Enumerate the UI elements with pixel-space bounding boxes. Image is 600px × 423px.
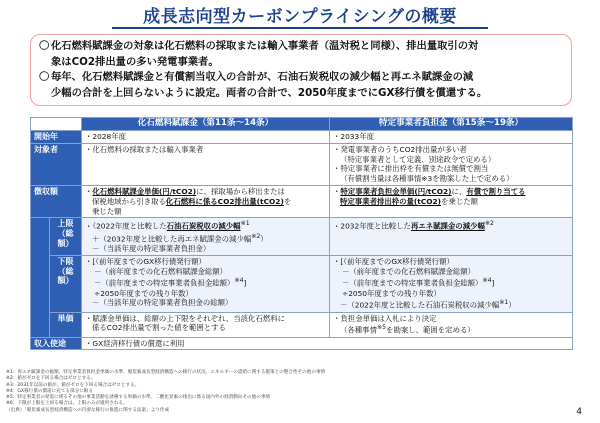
amount-fossil-text2: 保税地域から引き取る (92, 196, 166, 206)
table-row-floor (31, 255, 573, 312)
unit-operator-2: （各種事情 (340, 325, 377, 335)
floor-fossil-3: －（前年度までの特定事業者負担金総額） (94, 278, 235, 288)
floor-operator-3: －（前年度までの特定事業者負担金総額） (342, 278, 483, 288)
floor-operator-2: －（前年度までの化石燃料賦課金総額） (342, 266, 476, 276)
floor-fossil-4: ÷2050年度までの残り年数） (94, 288, 193, 298)
row-label-amount: 徴収額 (31, 185, 82, 217)
table-row-start (31, 131, 573, 144)
footnote: ※4：GX移行債の償還に充てる部分に限る (6, 388, 93, 394)
floor-operator-bracket: ] (491, 278, 495, 288)
cap-fossil-note2: ※2 (251, 232, 261, 240)
floor-operator-4: ÷2050年度までの残り年数） (342, 288, 441, 298)
summary-item-1-cont: 象はCO2排出量の多い発電事業者。 (51, 55, 219, 68)
page-number: 4 (576, 407, 582, 417)
floor-fossil-2: －（前年度までの化石燃料賦課金総額） (94, 266, 228, 276)
unit-fossil-1: ・ 賦課金単価は、総額の上下限をそれぞれ、当該化石燃料に (85, 314, 326, 324)
table-row-target (31, 143, 573, 185)
footnote: ※2：値がゼロを下回る場合はゼロとする。 (6, 376, 96, 382)
amount-fossil-unit: 化石燃料賦課金単価(円/tCO2) (92, 186, 197, 196)
row-spacer (31, 218, 50, 337)
summary-text-1a: 化石燃料賦課金の対象は化石燃料の採取または輸入事業者（温対税と同様）、排出量取引の対 (51, 40, 479, 52)
table-corner (31, 118, 82, 131)
floor-operator-1: ・ [（前年度までのGX移行債発行額） (333, 257, 569, 267)
use-text: ・ GX経済移行債の償還に利用 (85, 339, 185, 348)
amount-operator-text1: に、 (451, 186, 467, 196)
amount-operator-unit: 特定事業者負担金単価(円/tCO2) (340, 186, 452, 196)
column-header-fossil-levy: 化石燃料賦課金（第11条～14条） (82, 118, 330, 131)
amount-fossil-text4: 乗じた額 (92, 206, 122, 216)
title-underline (112, 27, 488, 29)
summary-text-2a: 毎年、化石燃料賦課金と有償割当収入の合計が、石油石炭税収の減少幅と再エネ賦課金の減 (51, 71, 474, 83)
target-operator-2: ・ 特定事業者に排出枠を有償または無償で割当 (333, 164, 569, 174)
cap-fossil-2b: ） (260, 234, 268, 244)
table-row-unit (31, 312, 573, 337)
circle-bullet-icon: 〇 (39, 40, 50, 52)
floor-operator-5: －（2022年度と比較した石油石炭税収の減少幅 (340, 300, 500, 310)
cap-fossil-3: －（当該年度の特定事業者負担金） (92, 243, 211, 253)
cap-fossil-1: （2022年度と比較した (92, 221, 167, 231)
amount-operator-paid: 有償で割り当てる (466, 186, 526, 196)
unit-fossil-2: 係るCO2排出量で割った値を範囲とする (92, 323, 226, 333)
target-operator-2b: （有償割当量は各種事情※3を勘案した上で定める） (340, 174, 514, 184)
unit-operator-1: ・ 負担金単価は入札により決定 (333, 314, 569, 324)
target-operator-1: ・ 発電事業者のうちCO2排出量が多い者 (333, 145, 569, 155)
floor-operator-note2: ※1 (499, 299, 509, 307)
row-label-use: 収入使途 (31, 337, 82, 350)
unit-operator-note: ※5 (376, 324, 387, 332)
start-fossil: ・ 2028年度 (85, 132, 126, 141)
summary-item-1 (39, 39, 563, 55)
summary-box (30, 34, 572, 106)
amount-operator-text2: を乗じた額 (441, 196, 479, 206)
floor-fossil-bracket: ] (243, 278, 247, 288)
amount-fossil-co2: 化石燃料に係るCO2排出量(tCO2) (165, 196, 284, 206)
footnote: ※5：特定事業者の発電に係るその他の事業活動を誘導する単価の水準、二酸化炭素の排出に係る国内外の経済動向その他の事情 (6, 395, 271, 401)
summary-item-2 (39, 70, 563, 86)
target-operator-1b: （特定事業者として定義、別途政令で定める） (340, 154, 496, 164)
overview-table (30, 117, 573, 350)
footnote: ※3：2031年以前の値が、値がゼロを下回る場合はゼロとする。 (6, 382, 140, 388)
floor-fossil-5: －（当該年度の特定事業者負担金の総額） (92, 298, 233, 308)
footnotes (6, 370, 566, 414)
circle-bullet-icon: 〇 (39, 71, 50, 83)
cap-operator-1: 2032年度と比較した (340, 221, 411, 231)
floor-operator-note: ※4 (482, 277, 492, 285)
start-operator: ・ 2033年度 (333, 132, 374, 141)
cap-operator-note: ※2 (484, 220, 494, 228)
cap-operator-renew: 再エネ賦課金の減少幅 (410, 221, 485, 231)
row-label-floor: 下限（総額） (50, 255, 82, 312)
amount-fossil-text3: を (283, 196, 292, 206)
cap-fossil-coal-tax: 石油石炭税収の減少幅 (166, 221, 241, 231)
floor-fossil-note: ※4 (234, 277, 244, 285)
amount-operator-quota: 特定事業者排出枠の量(tCO2) (340, 196, 442, 206)
floor-operator-5b: ） (508, 300, 516, 310)
table-row-amount (31, 185, 573, 217)
footnote: ※1：再エネ賦課金の総額、特定事業者負担金単価の水準、脱炭素成長型経済構造への移行の状況、エネルギーの需給に関する施策との整合性その他の事情 (6, 370, 326, 375)
table-row-use (31, 337, 573, 350)
page-title: 成長志向型カーボンプライシングの概要 (143, 7, 457, 27)
amount-fossil-text1: に、採取場から移出または (196, 186, 285, 196)
footnote: ※6：下限が上限を上回る場合は、上限のみが適用される。 (6, 401, 128, 407)
target-fossil: ・ 化石燃料の採取または輸入事業者 (85, 145, 203, 154)
unit-operator-3: を勘案し、範囲を定める） (386, 325, 475, 335)
table-row-cap (31, 218, 573, 255)
footnote: （出典）「脱炭素成長型経済構造への円滑な移行の推進に関する法案」より作成 (6, 407, 170, 413)
floor-fossil-1: ・ [（前年度までのGX移行債発行額） (85, 257, 326, 267)
row-label-cap: 上限（総額） (50, 218, 82, 255)
cap-fossil-2: ＋（2032年度と比較した再エネ賦課金の減少幅 (92, 234, 252, 244)
row-label-start: 開始年 (31, 131, 82, 144)
cap-fossil-note1: ※1 (240, 220, 250, 228)
column-header-operator-charge: 特定事業者負担金（第15条～19条） (330, 118, 573, 131)
summary-item-2-cont: 少幅の合計を上回らないように設定。両者の合計で、2050年度までにGX移行債を償還する。 (51, 86, 488, 99)
row-label-unit: 単価 (50, 312, 82, 337)
row-label-target: 対象者 (31, 143, 82, 185)
